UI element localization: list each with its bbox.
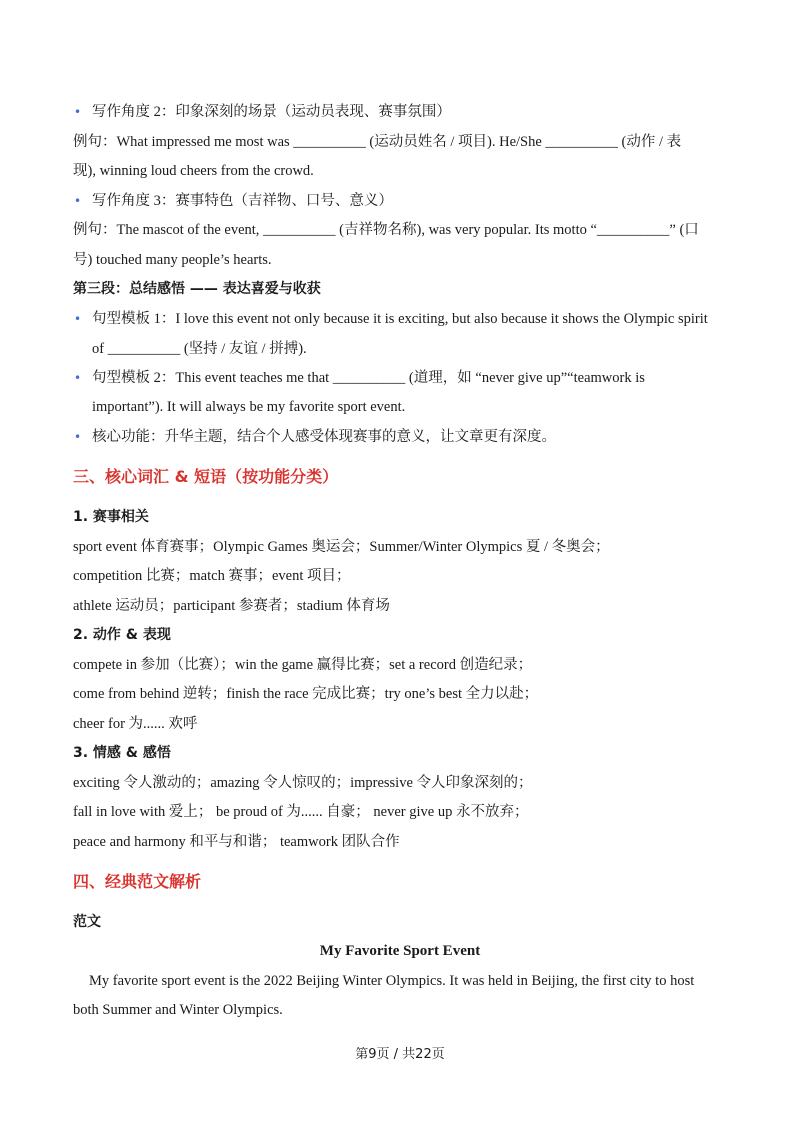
paragraph-3-heading: 第三段：总结感悟 —— 表达喜爱与收获 (73, 281, 321, 297)
bullet-icon: • (74, 312, 82, 326)
subheading-actions: 2. 动作 & 表现 (73, 627, 171, 643)
writing-angle-3: 写作角度 3：赛事特色（吉祥物、口号、意义） (92, 193, 393, 209)
model-essay-label: 范文 (73, 914, 101, 930)
essay-title: My Favorite Sport Event (319, 943, 481, 959)
page-number: 第9页 / 共22页 (355, 1047, 445, 1062)
essay-paragraph: My favorite sport event is the 2022 Beijing Winter Olympics. It was held in Beijing, the first city to host (89, 973, 695, 989)
vocab-line: sport event 体育赛事；Olympic Games 奥运会；Summer/Winter Olympics 夏 / 冬奥会； (73, 539, 610, 555)
sentence-template-2: 句型模板 2：This event teaches me that __________ (道理，如 “never give up”“teamwork is (92, 370, 645, 386)
bullet-icon: • (74, 430, 82, 444)
sentence-template-1-cont: of __________ (坚持 / 友谊 / 拼搏). (92, 341, 307, 357)
sentence-template-2-cont: important”). It will always be my favorite sport event. (92, 399, 406, 415)
essay-paragraph-cont: both Summer and Winter Olympics. (73, 1002, 283, 1018)
core-function: 核心功能：升华主题，结合个人感受体现赛事的意义，让文章更有深度。 (92, 429, 556, 445)
section-heading-model-essay: 四、经典范文解析 (73, 872, 202, 891)
vocab-line: athlete 运动员；participant 参赛者；stadium 体育场 (73, 598, 390, 614)
section-heading-vocabulary: 三、核心词汇 & 短语（按功能分类） (73, 467, 339, 486)
bullet-icon: • (74, 105, 82, 119)
example-sentence-2: 例句：The mascot of the event, __________ (吉祥物名称), was very popular. Its motto “__________” (口 (73, 222, 699, 238)
subheading-event: 1. 赛事相关 (73, 509, 149, 525)
vocab-line: cheer for 为...... 欢呼 (73, 716, 198, 732)
vocab-line: peace and harmony 和平与和谐； teamwork 团队合作 (73, 834, 400, 850)
sentence-template-1: 句型模板 1：I love this event not only because it is exciting, but also because it shows the Olympic spirit (92, 311, 708, 327)
writing-angle-2: 写作角度 2：印象深刻的场景（运动员表现、赛事氛围） (92, 104, 451, 120)
vocab-line: fall in love with 爱上； be proud of 为...... 自豪； never give up 永不放弃； (73, 804, 529, 820)
example-sentence-1: 例句：What impressed me most was __________ (运动员姓名 / 项目). He/She __________ (动作 / 表 (73, 134, 682, 150)
vocab-line: come from behind 逆转；finish the race 完成比赛；try one’s best 全力以赴； (73, 686, 539, 702)
vocab-line: competition 比赛；match 赛事；event 项目； (73, 568, 351, 584)
example-sentence-1-cont: 现), winning loud cheers from the crowd. (73, 163, 314, 179)
bullet-icon: • (74, 371, 82, 385)
subheading-emotions: 3. 情感 & 感悟 (73, 745, 171, 761)
vocab-line: exciting 令人激动的；amazing 令人惊叹的；impressive 令人印象深刻的； (73, 775, 533, 791)
vocab-line: compete in 参加（比赛）；win the game 赢得比赛；set a record 创造纪录； (73, 657, 533, 673)
bullet-icon: • (74, 194, 82, 208)
example-sentence-2-cont: 号) touched many people’s hearts. (73, 252, 272, 268)
